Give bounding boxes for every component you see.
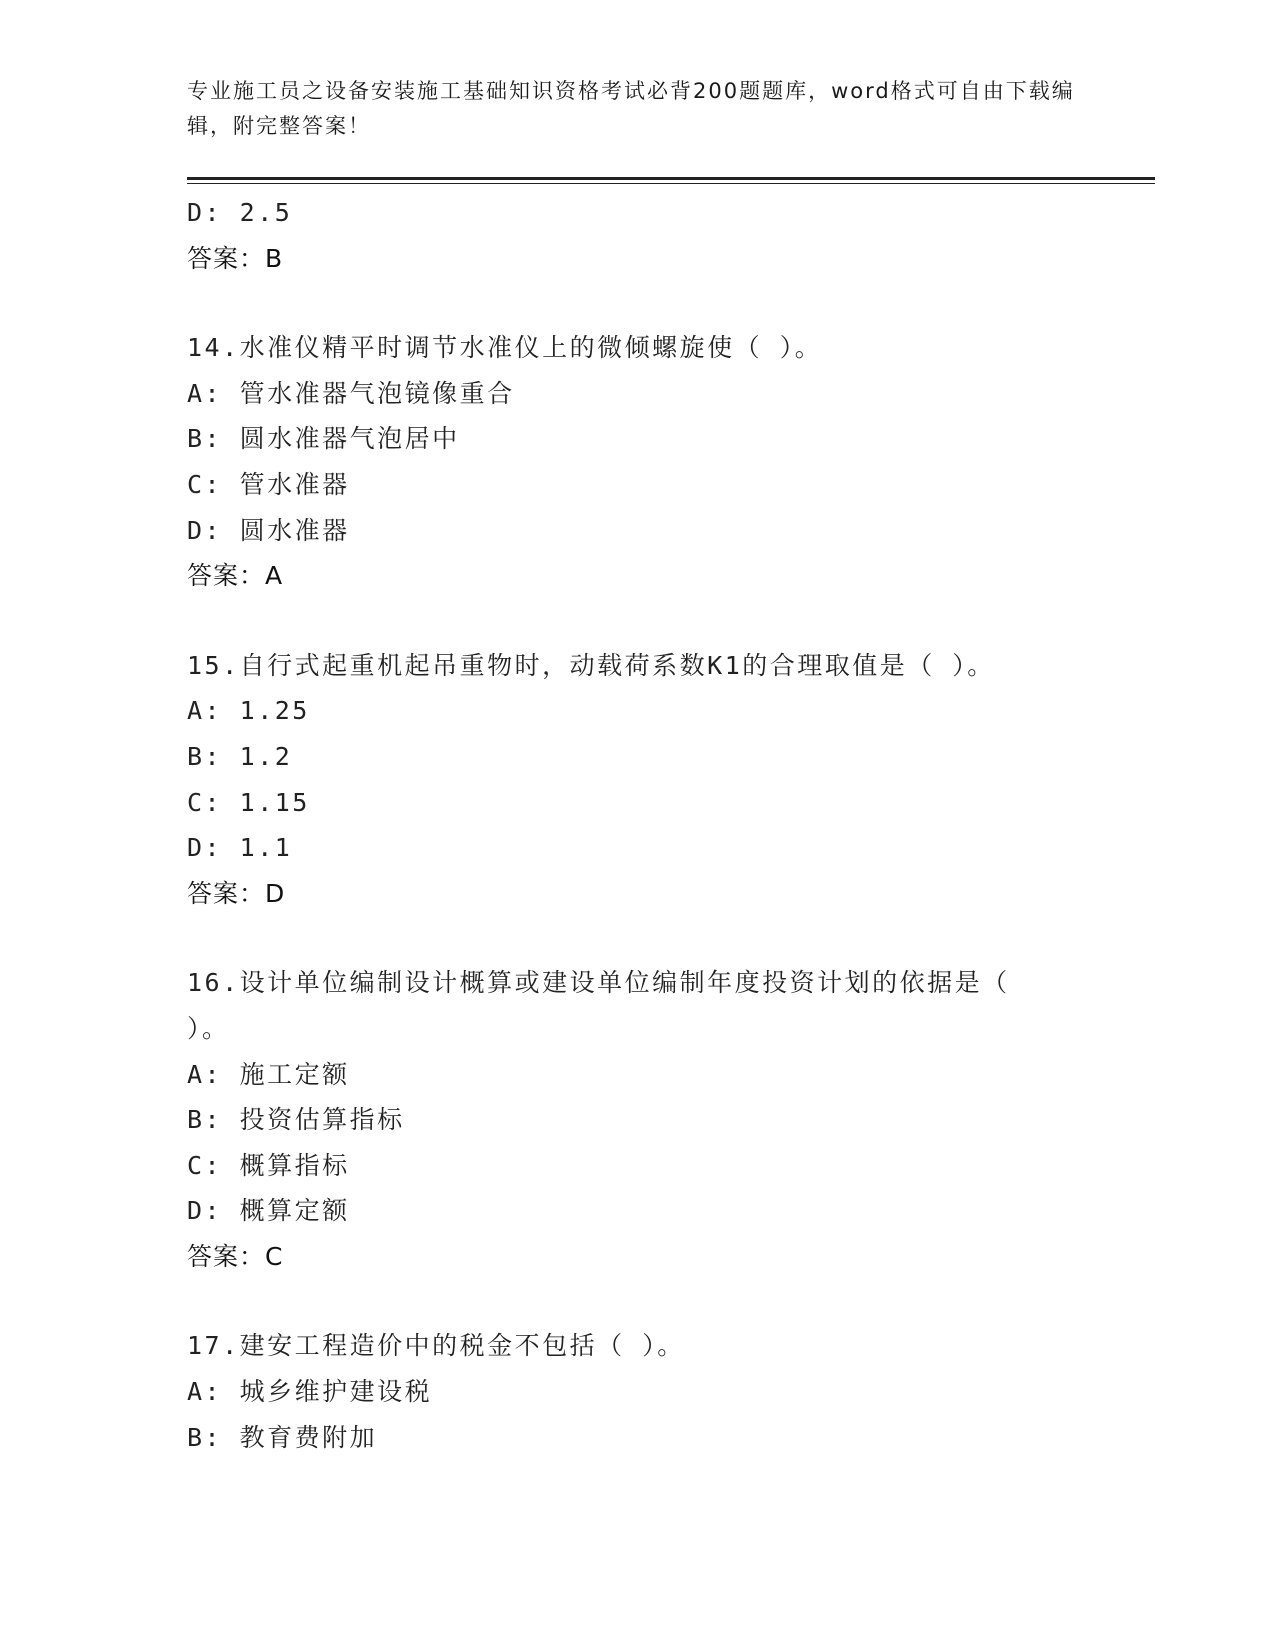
option-d: D: 1.1 (187, 833, 293, 863)
answer-line: 答案：A (187, 561, 284, 591)
option-c: C: 管水准器 (187, 469, 350, 499)
option-d: D: 概算定额 (187, 1196, 350, 1226)
option-b: B: 圆水准器气泡居中 (187, 424, 460, 454)
option-a: A: 1.25 (187, 696, 310, 726)
question-stem: 16.设计单位编制设计概算或建设单位编制年度投资计划的依据是（ ）。 (187, 968, 1010, 1043)
spacer (187, 281, 1067, 325)
question-block-13 (187, 190, 1067, 281)
page-header: 专业施工员之设备安装施工基础知识资格考试必背200题题库，word格式可自由下载编辑，附完整答案！ (187, 79, 1075, 138)
question-list (187, 190, 1067, 1460)
option-d: D: 2.5 (187, 198, 293, 227)
question-block-17 (187, 1323, 1067, 1460)
spacer (187, 916, 1067, 960)
option-b: B: 教育费附加 (187, 1422, 378, 1452)
option-a: A: 管水准器气泡镜像重合 (187, 378, 515, 408)
option-b: B: 投资估算指标 (187, 1105, 405, 1135)
question-block-16 (187, 960, 1067, 1279)
spacer (187, 599, 1067, 643)
header-rule-thick (187, 177, 1155, 180)
question-stem: 17.建安工程造价中的税金不包括（ ）。 (187, 1331, 685, 1361)
option-b: B: 1.2 (187, 741, 293, 771)
question-stem: 14.水准仪精平时调节水准仪上的微倾螺旋使（ ）。 (187, 333, 823, 363)
option-a: A: 施工定额 (187, 1059, 350, 1089)
option-a: A: 城乡维护建设税 (187, 1377, 433, 1407)
option-c: C: 1.15 (187, 787, 310, 817)
answer-line: 答案：C (187, 1241, 284, 1271)
answer-line: 答案：B (187, 243, 284, 273)
question-block-15 (187, 643, 1067, 917)
question-stem: 15.自行式起重机起吊重物时，动载荷系数K1的合理取值是（ ）。 (187, 650, 995, 680)
spacer (187, 1279, 1067, 1323)
option-c: C: 概算指标 (187, 1150, 350, 1180)
answer-line: 答案：D (187, 878, 286, 908)
question-block-14 (187, 325, 1067, 599)
header-rule-thin (187, 183, 1155, 184)
option-d: D: 圆水准器 (187, 515, 350, 545)
